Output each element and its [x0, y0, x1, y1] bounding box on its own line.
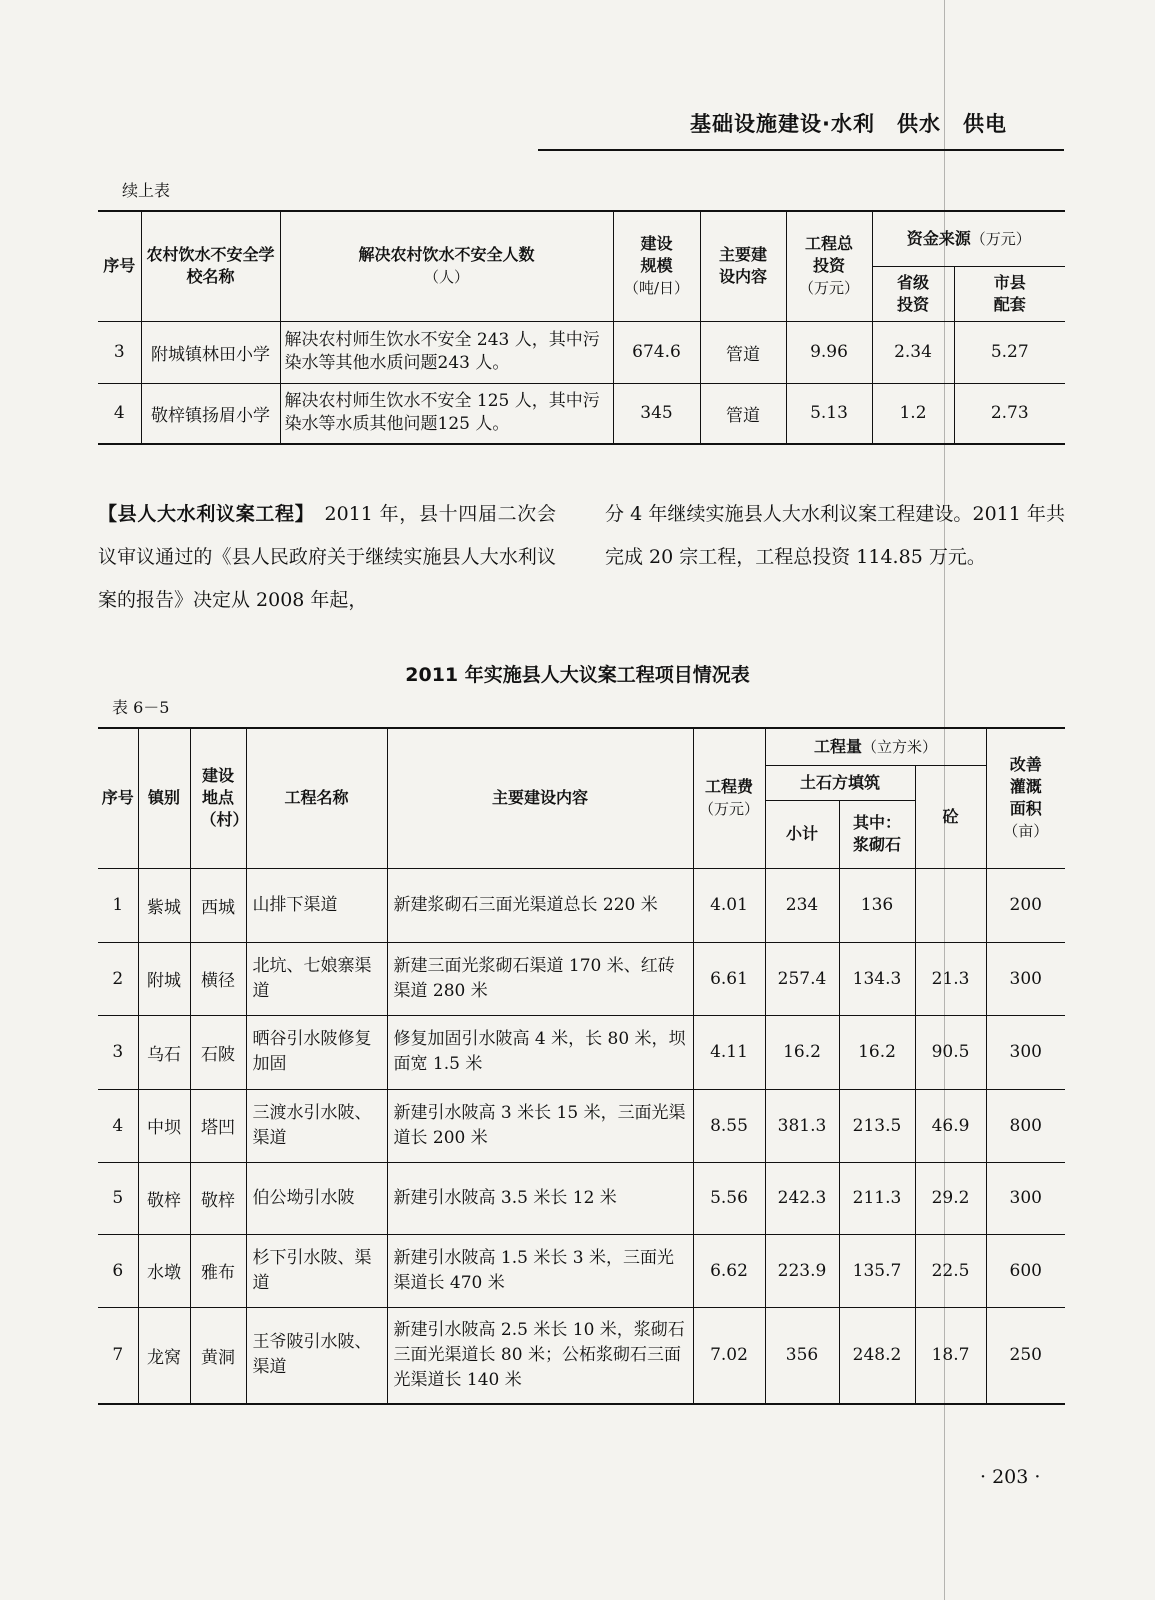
location-cell: 石陂 [190, 1015, 246, 1089]
header-subtotal: 小计 [765, 800, 839, 868]
masonry-cell: 211.3 [839, 1162, 915, 1234]
school-cell: 附城镇林田小学 [141, 321, 280, 383]
header-earthwork: 土石方填筑 [765, 765, 915, 800]
header-seq: 序号 [98, 211, 141, 321]
running-head: 基础设施建设·水利 供水 供电 [690, 112, 1007, 136]
scale-cell: 345 [613, 383, 700, 444]
seq-cell: 4 [98, 383, 141, 444]
header-irrigation: 改善灌溉面积 （亩） [986, 728, 1065, 868]
location-cell: 塔凹 [190, 1089, 246, 1162]
header-school: 农村饮水不安全学校名称 [141, 211, 280, 321]
content-cell: 新建引水陂高 3 米长 15 米，三面光渠道长 200 米 [387, 1089, 693, 1162]
subtotal-cell: 242.3 [765, 1162, 839, 1234]
header-seq: 序号 [98, 728, 138, 868]
investment-cell: 9.96 [786, 321, 872, 383]
cost-cell: 6.62 [693, 1234, 765, 1307]
seq-cell: 6 [98, 1234, 138, 1307]
name-cell: 晒谷引水陂修复加固 [246, 1015, 387, 1089]
subtotal-cell: 356 [765, 1307, 839, 1404]
name-cell: 三渡水引水陂、渠道 [246, 1089, 387, 1162]
header-people: 解决农村饮水不安全人数 （人） [280, 211, 613, 321]
header-name: 工程名称 [246, 728, 387, 868]
masonry-cell: 135.7 [839, 1234, 915, 1307]
town-cell: 乌石 [138, 1015, 190, 1089]
subtotal-cell: 381.3 [765, 1089, 839, 1162]
irrigation-cell: 800 [986, 1089, 1065, 1162]
irrigation-cell: 300 [986, 942, 1065, 1015]
cost-cell: 7.02 [693, 1307, 765, 1404]
concrete-cell [915, 868, 986, 942]
header-location: 建设地点（村） [190, 728, 246, 868]
table-label: 表 6－5 [112, 698, 170, 717]
county-cell: 2.73 [954, 383, 1065, 444]
subtotal-cell: 223.9 [765, 1234, 839, 1307]
masonry-cell: 136 [839, 868, 915, 942]
header-quantity: 工程量（立方米） [765, 728, 986, 765]
name-cell: 杉下引水陂、渠道 [246, 1234, 387, 1307]
masonry-cell: 16.2 [839, 1015, 915, 1089]
paragraph-left-text: 2011 年，县十四届二次会议审议通过的《县人民政府关于继续实施县人大水利议案的报告》决定从 2008 年起， [98, 503, 556, 611]
rural-water-school-table [98, 210, 1065, 445]
seq-cell: 3 [98, 1015, 138, 1089]
people-cell: 解决农村师生饮水不安全 125 人，其中污染水等水质其他问题125 人。 [280, 383, 613, 444]
header-content: 主要建设内容 [700, 211, 786, 321]
content-cell: 新建浆砌石三面光渠道总长 220 米 [387, 868, 693, 942]
name-cell: 山排下渠道 [246, 868, 387, 942]
cost-cell: 8.55 [693, 1089, 765, 1162]
project-table [98, 727, 1065, 1405]
concrete-cell: 18.7 [915, 1307, 986, 1404]
header-county: 市县配套 [954, 266, 1065, 321]
town-cell: 水墩 [138, 1234, 190, 1307]
location-cell: 敬梓 [190, 1162, 246, 1234]
provincial-cell: 1.2 [872, 383, 954, 444]
header-content: 主要建设内容 [387, 728, 693, 868]
header-funding: 资金来源（万元） [872, 211, 1065, 266]
location-cell: 横径 [190, 942, 246, 1015]
content-cell: 修复加固引水陂高 4 米，长 80 米，坝面宽 1.5 米 [387, 1015, 693, 1089]
irrigation-cell: 600 [986, 1234, 1065, 1307]
table-row [98, 383, 1065, 444]
concrete-cell: 22.5 [915, 1234, 986, 1307]
masonry-cell: 213.5 [839, 1089, 915, 1162]
content-cell: 新建引水陂高 1.5 米长 3 米，三面光渠道长 470 米 [387, 1234, 693, 1307]
town-cell: 中坝 [138, 1089, 190, 1162]
scale-cell: 674.6 [613, 321, 700, 383]
paragraph-left-column [98, 493, 556, 622]
subtotal-cell: 16.2 [765, 1015, 839, 1089]
header-town: 镇别 [138, 728, 190, 868]
name-cell: 王爷陂引水陂、渠道 [246, 1307, 387, 1404]
seq-cell: 5 [98, 1162, 138, 1234]
cost-cell: 6.61 [693, 942, 765, 1015]
table-row [98, 321, 1065, 383]
header-provincial: 省级投资 [872, 266, 954, 321]
name-cell: 北坑、七娘寨渠道 [246, 942, 387, 1015]
investment-cell: 5.13 [786, 383, 872, 444]
name-cell: 伯公坳引水陂 [246, 1162, 387, 1234]
table-row [98, 868, 1065, 942]
header-masonry: 其中：浆砌石 [839, 800, 915, 868]
cost-cell: 4.11 [693, 1015, 765, 1089]
people-cell: 解决农村师生饮水不安全 243 人，其中污染水等其他水质问题243 人。 [280, 321, 613, 383]
irrigation-cell: 300 [986, 1015, 1065, 1089]
seq-cell: 3 [98, 321, 141, 383]
content-cell: 管道 [700, 321, 786, 383]
header-investment: 工程总投资 （万元） [786, 211, 872, 321]
location-cell: 黄洞 [190, 1307, 246, 1404]
table-row [98, 1307, 1065, 1404]
header-rule [538, 149, 1064, 151]
cost-cell: 4.01 [693, 868, 765, 942]
table-row [98, 1089, 1065, 1162]
table-row [98, 1162, 1065, 1234]
content-cell: 新建引水陂高 3.5 米长 12 米 [387, 1162, 693, 1234]
concrete-cell: 29.2 [915, 1162, 986, 1234]
continuation-label: 续上表 [122, 181, 171, 200]
irrigation-cell: 200 [986, 868, 1065, 942]
header-concrete: 砼 [915, 765, 986, 868]
seq-cell: 2 [98, 942, 138, 1015]
header-cost: 工程费 （万元） [693, 728, 765, 868]
location-cell: 雅布 [190, 1234, 246, 1307]
provincial-cell: 2.34 [872, 321, 954, 383]
school-cell: 敬梓镇扬眉小学 [141, 383, 280, 444]
masonry-cell: 248.2 [839, 1307, 915, 1404]
header-scale: 建设规模 （吨/日） [613, 211, 700, 321]
paragraph-lead: 【县人大水利议案工程】 [98, 503, 305, 525]
content-cell: 新建引水陂高 2.5 米长 10 米，浆砌石三面光渠道长 80 米；公柘浆砌石三面光渠道长 140 米 [387, 1307, 693, 1404]
concrete-cell: 21.3 [915, 942, 986, 1015]
masonry-cell: 134.3 [839, 942, 915, 1015]
concrete-cell: 46.9 [915, 1089, 986, 1162]
content-cell: 新建三面光浆砌石渠道 170 米、红砖渠道 280 米 [387, 942, 693, 1015]
subtotal-cell: 234 [765, 868, 839, 942]
page-number: · 203 · [980, 1466, 1041, 1488]
table-row [98, 1015, 1065, 1089]
cost-cell: 5.56 [693, 1162, 765, 1234]
town-cell: 龙窝 [138, 1307, 190, 1404]
paragraph-right-column: 分 4 年继续实施县人大水利议案工程建设。2011 年共完成 20 宗工程，工程总投资 114.85 万元。 [605, 503, 1065, 568]
table-row [98, 1234, 1065, 1307]
location-cell: 西城 [190, 868, 246, 942]
subtotal-cell: 257.4 [765, 942, 839, 1015]
irrigation-cell: 250 [986, 1307, 1065, 1404]
town-cell: 紫城 [138, 868, 190, 942]
irrigation-cell: 300 [986, 1162, 1065, 1234]
town-cell: 敬梓 [138, 1162, 190, 1234]
table-title: 2011 年实施县人大议案工程项目情况表 [405, 664, 750, 686]
seq-cell: 1 [98, 868, 138, 942]
seq-cell: 4 [98, 1089, 138, 1162]
seq-cell: 7 [98, 1307, 138, 1404]
table-row [98, 942, 1065, 1015]
concrete-cell: 90.5 [915, 1015, 986, 1089]
town-cell: 附城 [138, 942, 190, 1015]
county-cell: 5.27 [954, 321, 1065, 383]
content-cell: 管道 [700, 383, 786, 444]
